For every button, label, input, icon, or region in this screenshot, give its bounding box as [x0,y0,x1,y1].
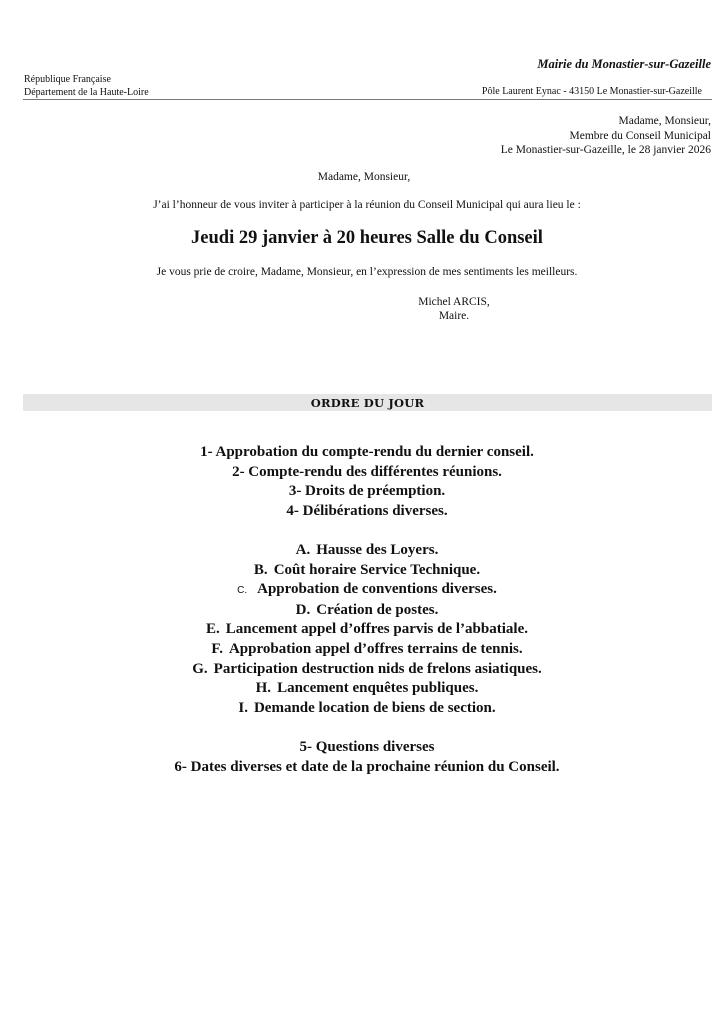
subitem-text: Lancement appel d’offres parvis de l’abbatiale. [225,621,528,638]
agenda-title: ORDRE DU JOUR [310,396,425,410]
mairie-address: Pôle Laurent Eynac - 43150 Le Monastier-sur-Gazeille [481,86,702,97]
agenda-item: 3- Droits de préemption. [288,483,446,500]
departement-label: Département de la Haute-Loire [24,86,149,98]
recipient-salutation: Madame, Monsieur, [618,115,711,127]
signature-title: Maire. [438,310,470,322]
mairie-title: Mairie du Monastier-sur-Gazeille [537,57,711,71]
agenda-subitem [0,561,728,581]
signature-block [404,295,504,323]
agenda-subitem [0,601,728,621]
meeting-datetime: Jeudi 29 janvier à 20 heures Salle du Conseil [191,228,543,248]
agenda-subitem [0,679,728,699]
closing-text: Je vous prie de croire, Madame, Monsieur, en l’expression de mes sentiments les meilleurs. [156,266,578,278]
agenda-subitem [0,640,728,660]
agenda-title-bar [23,394,712,411]
subitem-text: Demande location de biens de section. [253,699,496,716]
agenda-spacer [0,521,728,541]
subitem-letter: E. [206,621,220,638]
agenda-item: 5- Questions diverses [299,738,435,755]
agenda-item: 4- Délibérations diverses. [286,502,448,519]
letter-salutation: Madame, Monsieur, [317,171,411,183]
agenda-item: 2- Compte-rendu des différentes réunions. [232,463,502,480]
agenda-subitem [0,541,728,561]
subitem-letter: A. [295,541,311,558]
recipient-block [501,114,711,158]
subitem-letter: B. [253,561,268,578]
agenda-subitem [0,699,728,719]
subitem-text: Hausse des Loyers. [316,541,439,558]
agenda-spacer [0,718,728,738]
agenda-list [0,443,728,777]
agenda-subitem [0,660,728,680]
republique-label: République Française [24,74,111,85]
subitem-text: Participation destruction nids de frelons asiatiques. [213,660,542,677]
letter-date: Le Monastier-sur-Gazeille, le 28 janvier 2026 [500,144,711,156]
subitem-text: Lancement enquêtes publiques. [277,680,479,697]
agenda-item: 6- Dates diverses et date de la prochaine réunion du Conseil. [174,758,560,775]
header-left [24,74,149,99]
subitem-letter: I. [238,699,248,716]
invitation-text: J’ai l’honneur de vous inviter à participer à la réunion du Conseil Municipal qui aura lieu le : [153,199,581,211]
header-divider [23,99,712,100]
subitem-letter: F. [211,640,223,657]
recipient-role: Membre du Conseil Municipal [569,129,711,142]
subitem-letter: D. [295,601,311,618]
subitem-letter: H. [255,680,272,697]
subitem-letter: G. [192,660,208,677]
agenda-subitem [0,620,728,640]
subitem-text: Approbation de conventions diverses. [257,581,497,598]
subitem-text: Coût horaire Service Technique. [273,561,481,578]
subitem-letter: C. [237,585,248,597]
agenda-subitem [0,580,728,601]
signature-name: Michel ARCIS, [418,296,490,308]
subitem-text: Création de postes. [316,601,439,618]
subitem-text: Approbation appel d’offres terrains de tennis. [228,640,523,657]
agenda-item: 1- Approbation du compte-rendu du dernier conseil. [200,444,534,460]
